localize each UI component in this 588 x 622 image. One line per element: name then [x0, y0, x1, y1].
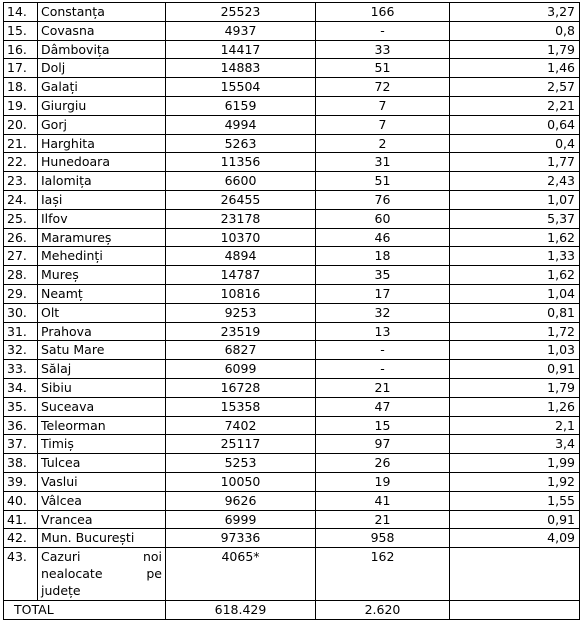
cases-value: 14883	[166, 59, 316, 78]
deaths-value: 60	[316, 209, 450, 228]
table-row	[4, 21, 580, 40]
cases-value: 10050	[166, 472, 316, 491]
deaths-value: 33	[316, 40, 450, 59]
rate-value: 1,04	[450, 284, 580, 303]
row-number: 39.	[4, 472, 38, 491]
county-name: Teleorman	[38, 416, 166, 435]
row-number: 35.	[4, 397, 38, 416]
cases-value: 4994	[166, 115, 316, 134]
table-row	[4, 190, 580, 209]
row-number: 43.	[4, 548, 38, 601]
county-name: Iași	[38, 190, 166, 209]
row-number: 31.	[4, 322, 38, 341]
county-name: Dâmbovița	[38, 40, 166, 59]
cases-value: 25523	[166, 3, 316, 22]
rate-value: 0,4	[450, 134, 580, 153]
deaths-value: 35	[316, 266, 450, 285]
row-number: 40.	[4, 491, 38, 510]
deaths-value: 41	[316, 491, 450, 510]
cases-value: 6827	[166, 341, 316, 360]
table-row	[4, 529, 580, 548]
cases-value: 15358	[166, 397, 316, 416]
rate-value: 1,79	[450, 40, 580, 59]
rate-value: 1,62	[450, 266, 580, 285]
table-row	[4, 491, 580, 510]
row-number: 36.	[4, 416, 38, 435]
rate-value: 1,07	[450, 190, 580, 209]
row-number: 34.	[4, 378, 38, 397]
cases-value: 10816	[166, 284, 316, 303]
table-body	[4, 3, 580, 548]
table-row	[4, 454, 580, 473]
deaths-value: 21	[316, 378, 450, 397]
deaths-value: -	[316, 360, 450, 379]
table-row	[4, 510, 580, 529]
county-name: Satu Mare	[38, 341, 166, 360]
table-row	[4, 247, 580, 266]
row-number: 30.	[4, 303, 38, 322]
rate-value: 0,91	[450, 510, 580, 529]
county-name: Mureș	[38, 266, 166, 285]
total-row	[4, 601, 580, 620]
rate-value: 1,46	[450, 59, 580, 78]
rate-value: 0,91	[450, 360, 580, 379]
county-name: Neamț	[38, 284, 166, 303]
table-footer	[4, 548, 580, 620]
row-number: 22.	[4, 153, 38, 172]
table-row	[4, 378, 580, 397]
unallocated-row	[4, 548, 580, 601]
table-row	[4, 303, 580, 322]
rate-value: 2,43	[450, 172, 580, 191]
table-row	[4, 397, 580, 416]
cases-value: 6159	[166, 96, 316, 115]
row-number: 24.	[4, 190, 38, 209]
rate-value: 1,03	[450, 341, 580, 360]
unallocated-cases: 4065*	[166, 548, 316, 601]
rate-value: 1,92	[450, 472, 580, 491]
row-number: 19.	[4, 96, 38, 115]
table-row	[4, 115, 580, 134]
cases-value: 14417	[166, 40, 316, 59]
table-row	[4, 284, 580, 303]
table-row	[4, 3, 580, 22]
row-number: 23.	[4, 172, 38, 191]
deaths-value: 51	[316, 172, 450, 191]
row-number: 20.	[4, 115, 38, 134]
rate-value: 0,64	[450, 115, 580, 134]
county-name: Prahova	[38, 322, 166, 341]
rate-value: 1,26	[450, 397, 580, 416]
rate-value: 1,77	[450, 153, 580, 172]
rate-value: 1,72	[450, 322, 580, 341]
table-row	[4, 59, 580, 78]
row-number: 25.	[4, 209, 38, 228]
cases-value: 15504	[166, 78, 316, 97]
row-number: 18.	[4, 78, 38, 97]
table-row	[4, 40, 580, 59]
county-name: Hunedoara	[38, 153, 166, 172]
county-name: Giurgiu	[38, 96, 166, 115]
deaths-value: 18	[316, 247, 450, 266]
deaths-value: -	[316, 21, 450, 40]
county-name: Galați	[38, 78, 166, 97]
row-number: 28.	[4, 266, 38, 285]
cases-value: 14787	[166, 266, 316, 285]
cases-value: 97336	[166, 529, 316, 548]
county-name: Sibiu	[38, 378, 166, 397]
rate-value: 1,33	[450, 247, 580, 266]
rate-value: 2,57	[450, 78, 580, 97]
cases-value: 7402	[166, 416, 316, 435]
cases-value: 4937	[166, 21, 316, 40]
deaths-value: 7	[316, 96, 450, 115]
county-name: Mehedinți	[38, 247, 166, 266]
row-number: 42.	[4, 529, 38, 548]
cases-value: 4894	[166, 247, 316, 266]
table-row	[4, 153, 580, 172]
table-row	[4, 360, 580, 379]
table-row	[4, 416, 580, 435]
row-number: 37.	[4, 435, 38, 454]
deaths-value: 21	[316, 510, 450, 529]
county-name: Dolj	[38, 59, 166, 78]
table-row	[4, 472, 580, 491]
cases-value: 5263	[166, 134, 316, 153]
deaths-value: 2	[316, 134, 450, 153]
total-rate	[450, 601, 580, 620]
row-number: 27.	[4, 247, 38, 266]
row-number: 33.	[4, 360, 38, 379]
row-number: 15.	[4, 21, 38, 40]
rate-value: 0,81	[450, 303, 580, 322]
deaths-value: 19	[316, 472, 450, 491]
row-number: 29.	[4, 284, 38, 303]
rate-value: 3,4	[450, 435, 580, 454]
unallocated-rate	[450, 548, 580, 601]
rate-value: 1,55	[450, 491, 580, 510]
deaths-value: 76	[316, 190, 450, 209]
cases-value: 9626	[166, 491, 316, 510]
county-name: Covasna	[38, 21, 166, 40]
rate-value: 1,62	[450, 228, 580, 247]
cases-value: 5253	[166, 454, 316, 473]
unallocated-label: Cazuri noi nealocate pe județe	[38, 548, 166, 601]
deaths-value: 958	[316, 529, 450, 548]
deaths-value: 13	[316, 322, 450, 341]
table-row	[4, 435, 580, 454]
row-number: 16.	[4, 40, 38, 59]
cases-value: 11356	[166, 153, 316, 172]
deaths-value: 46	[316, 228, 450, 247]
cases-value: 16728	[166, 378, 316, 397]
deaths-value: 31	[316, 153, 450, 172]
county-name: Vâlcea	[38, 491, 166, 510]
table-row	[4, 172, 580, 191]
cases-value: 6600	[166, 172, 316, 191]
county-name: Ilfov	[38, 209, 166, 228]
deaths-value: 7	[316, 115, 450, 134]
cases-value: 10370	[166, 228, 316, 247]
cases-value: 23178	[166, 209, 316, 228]
table-row	[4, 78, 580, 97]
row-number: 38.	[4, 454, 38, 473]
cases-value: 6099	[166, 360, 316, 379]
rate-value: 1,99	[450, 454, 580, 473]
row-number: 32.	[4, 341, 38, 360]
cases-value: 26455	[166, 190, 316, 209]
cases-value: 23519	[166, 322, 316, 341]
county-name: Tulcea	[38, 454, 166, 473]
rate-value: 1,79	[450, 378, 580, 397]
table-row	[4, 341, 580, 360]
deaths-value: 26	[316, 454, 450, 473]
rate-value: 5,37	[450, 209, 580, 228]
deaths-value: 72	[316, 78, 450, 97]
table-row	[4, 228, 580, 247]
rate-value: 2,21	[450, 96, 580, 115]
deaths-value: 97	[316, 435, 450, 454]
county-cases-table	[3, 2, 580, 620]
county-name: Constanța	[38, 3, 166, 22]
deaths-value: 51	[316, 59, 450, 78]
total-deaths: 2.620	[316, 601, 450, 620]
cases-value: 6999	[166, 510, 316, 529]
table-row	[4, 322, 580, 341]
cases-value: 9253	[166, 303, 316, 322]
row-number: 41.	[4, 510, 38, 529]
row-number: 17.	[4, 59, 38, 78]
total-cases: 618.429	[166, 601, 316, 620]
deaths-value: -	[316, 341, 450, 360]
county-name: Ialomița	[38, 172, 166, 191]
total-label: TOTAL	[4, 601, 166, 620]
rate-value: 0,8	[450, 21, 580, 40]
county-name: Gorj	[38, 115, 166, 134]
deaths-value: 47	[316, 397, 450, 416]
table-row	[4, 266, 580, 285]
deaths-value: 32	[316, 303, 450, 322]
county-name: Olt	[38, 303, 166, 322]
unallocated-deaths: 162	[316, 548, 450, 601]
county-name: Timiș	[38, 435, 166, 454]
cases-value: 25117	[166, 435, 316, 454]
deaths-value: 15	[316, 416, 450, 435]
rate-value: 4,09	[450, 529, 580, 548]
row-number: 21.	[4, 134, 38, 153]
deaths-value: 17	[316, 284, 450, 303]
deaths-value: 166	[316, 3, 450, 22]
rate-value: 2,1	[450, 416, 580, 435]
county-name: Harghita	[38, 134, 166, 153]
row-number: 14.	[4, 3, 38, 22]
table-row	[4, 96, 580, 115]
row-number: 26.	[4, 228, 38, 247]
county-name: Suceava	[38, 397, 166, 416]
county-name: Sălaj	[38, 360, 166, 379]
table-row	[4, 134, 580, 153]
county-name: Maramureș	[38, 228, 166, 247]
county-name: Mun. București	[38, 529, 166, 548]
table-row	[4, 209, 580, 228]
rate-value: 3,27	[450, 3, 580, 22]
county-name: Vaslui	[38, 472, 166, 491]
county-name: Vrancea	[38, 510, 166, 529]
